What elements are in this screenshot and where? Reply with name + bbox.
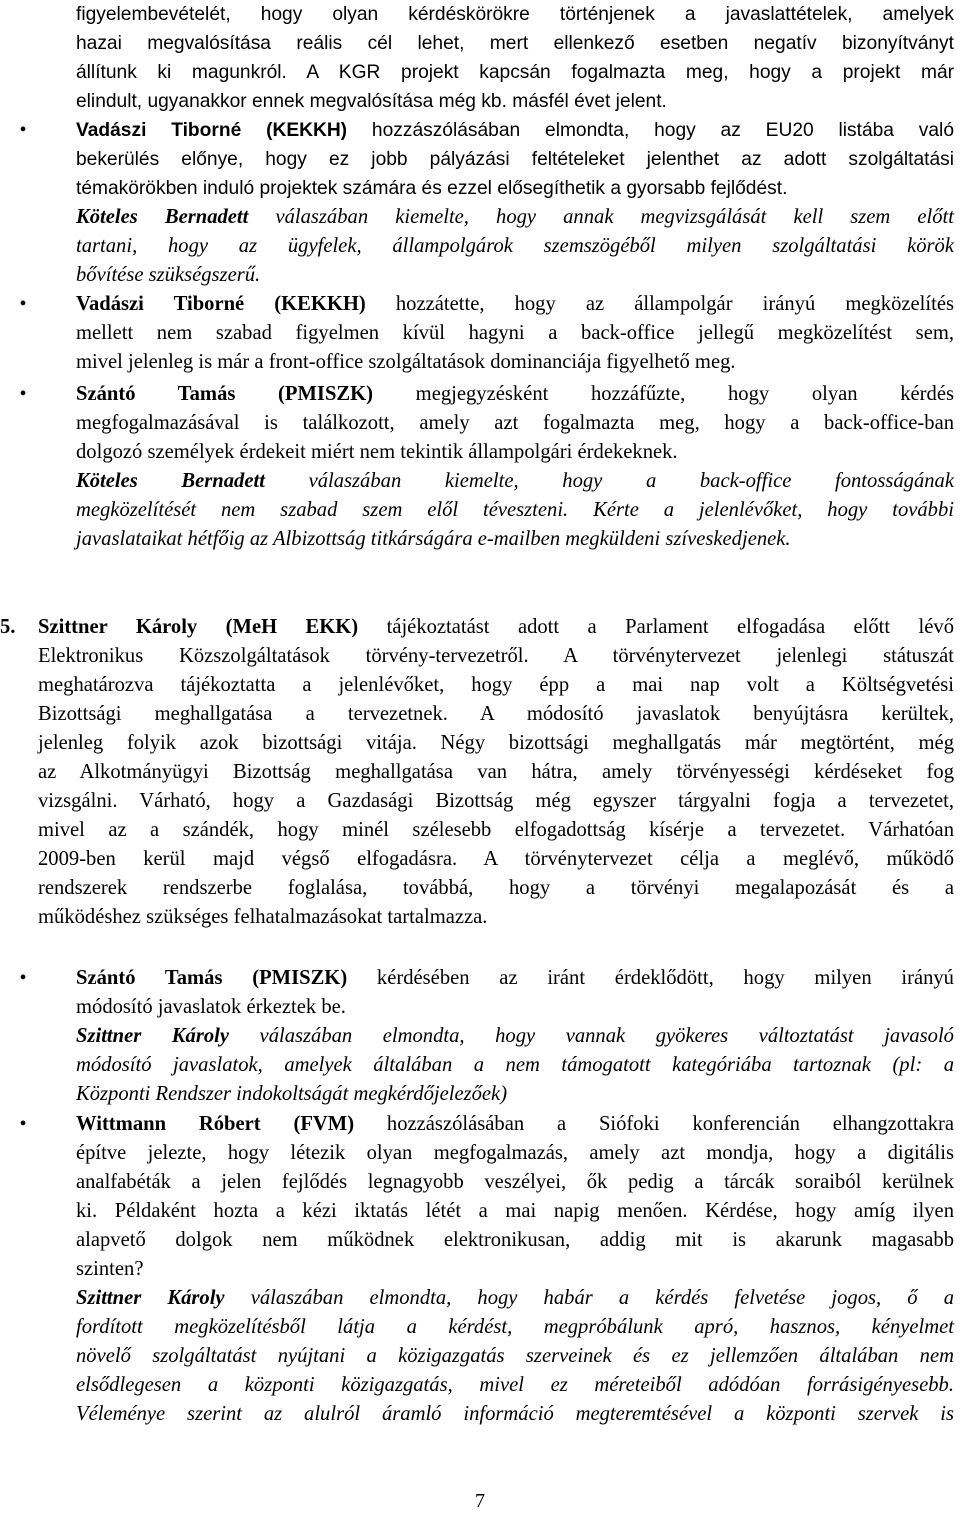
- text-line: rendszerek rendszerbe foglalása, továbbá, hogy a törvényi megalapozását és a: [38, 877, 954, 899]
- text-line: alapvető dolgok nem működnek elektronikusan, addig mit is akarunk magasabb: [76, 1229, 954, 1251]
- section-5-paragraph: Szittner Károly (MeH EKK) tájékoztatást adott a Parlament elfogadása előtt lévő Elektronikus Közszolgáltatások törvény-tervezetről. A törvénytervezet jelenlegi státuszát meghatározva tájékoztatta a jelenlévőket, hogy épp a mai nap volt a Költségvetési Bizottsági meghallgatása a tervezetnek. A módosító javaslatok benyújtásra kerültek, jelenleg folyik azok bizottsági vitája. Négy bizottsági meghallgatás már megtörtént, még az Alkotmányügyi Bizottság meghallgatása van hátra, amely törvényességi kérdéseket fog vizsgálni. Várható, hogy a Gazdasági Bizottság még egyszer tárgyalni fogja a tervezetet, mivel az a szándék, hogy minél szélesebb elfogadottság kísérje a tervezetet. Várhatóan 2009-ben kerül majd végső elfogadásra. A törvénytervezet célja a meglévő, működő rendszerek rendszerbe foglalása, továbbá, hogy a törvényi megalapozását és a működéshez szükséges felhatalmazásokat tartalmazza.: [38, 613, 954, 932]
- text-line: témakörökben induló projektek számára és ezzel elősegíthetik a gyorsabb fejlődést.: [76, 178, 788, 199]
- text-line: javaslataikat hétfőig az Albizottság titkárságára e-mailben megküldeni szíveskedjenek.: [76, 528, 791, 550]
- text-line: fordított megközelítésből látja a kérdést, megpróbálunk apró, hasznos, kényelmet: [76, 1316, 954, 1338]
- text-line: hazai megvalósítása reális cél lehet, mert ellenkező esetben negatív bizonyítványt: [76, 33, 954, 54]
- speaker-name: Szittner Károly (MeH EKK): [38, 616, 359, 638]
- text-line: Bizottsági meghallgatása a tervezetnek. A módosító javaslatok benyújtásra kerültek,: [38, 703, 954, 725]
- text-line: analfabéták a jelen fejlődés legnagyobb veszélyei, ők pedig a tárcák soraiból kerülnek: [76, 1171, 954, 1193]
- speaker-name: Vadászi Tiborné (KEKKH): [76, 293, 366, 315]
- text-line: állítunk ki magunkról. A KGR projekt kapcsán fogalmazta meg, hogy a projekt már: [76, 62, 954, 83]
- text-line: Elektronikus Közszolgáltatások törvény-tervezetről. A törvénytervezet jelenlegi státuszát: [38, 645, 954, 667]
- text-line: 2009-ben kerül majd végső elfogadásra. A törvénytervezet célja a meglévő, működő: [38, 848, 954, 870]
- text-line: Központi Rendszer indokoltságát megkérdőjelezőek): [76, 1083, 508, 1105]
- reply-szittner-2: Szittner Károly válaszában elmondta, hogy habár a kérdés felvetése jogos, ő a fordított megközelítésből látja a kérdést, megpróbálunk apró, hasznos, kényelmet növelő szolgáltatást nyújtani a közigazgatás szerveinek és ez jellemzően általában nem elsődlegesen a központi közigazgatás, mivel ez méreteiből adódóan forrásigényesebb. Véleménye szerint az alulról áramló információ megteremtésével a központi szervek is: [76, 1284, 954, 1429]
- section-number: 5.: [0, 616, 16, 638]
- text-line: megközelítését nem szabad szem elől téveszteni. Kérte a jelenlévőket, hogy további: [76, 499, 954, 521]
- text-line: mivel az a szándék, hogy minél szélesebb elfogadottság kísérje a tervezetet. Várhatóan: [38, 819, 954, 841]
- text-line: elindult, ugyanakkor ennek megvalósítása még kb. másfél évet jelent.: [76, 91, 667, 112]
- text-line: növelő szolgáltatást nyújtani a közigazgatás szerveinek és ez jellemzően általában nem: [76, 1345, 954, 1367]
- text-line: építve jelezte, hogy létezik olyan megfogalmazás, amely azt mondja, hogy a digitális: [76, 1142, 954, 1164]
- bullet-icon: •: [19, 383, 27, 405]
- reply-koteles-1: Köteles Bernadett válaszában kiemelte, hogy annak megvizsgálását kell szem előtt tartani, hogy az ügyfelek, állampolgárok szemszögéből milyen szolgáltatási körök bővítése szükségszerű.: [76, 203, 954, 290]
- text-line: tartani, hogy az ügyfelek, állampolgárok szemszögéből milyen szolgáltatási körök: [76, 235, 954, 257]
- reply-szittner-1: Szittner Károly válaszában elmondta, hogy vannak gyökeres változtatást javasoló módosító javaslatok, amelyek általában a nem támogatott kategóriába tartoznak (pl: a Központi Rendszer indokoltságát megkérdőjelezőek): [76, 1022, 954, 1109]
- bullet-icon: •: [19, 967, 27, 989]
- page-number: 7: [475, 1490, 485, 1512]
- reply-speaker-name: Szittner Károly: [76, 1025, 229, 1047]
- bullet-item-szanto-1: Szántó Tamás (PMISZK) megjegyzésként hozzáfűzte, hogy olyan kérdés megfogalmazásával is találkozott, amely azt fogalmazta meg, hogy a back-office-ban dolgozó személyek érdekeit miért nem tekintik állampolgári érdekeknek.: [76, 380, 954, 467]
- reply-speaker-name: Szittner Károly: [76, 1287, 225, 1309]
- text-line: figyelembevételét, hogy olyan kérdéskörökre történjenek a javaslattételek, amelyek: [76, 4, 954, 25]
- speaker-name: Vadászi Tiborné (KEKKH): [76, 120, 348, 141]
- speaker-name: Wittmann Róbert (FVM): [76, 1113, 355, 1135]
- text-line: ki. Példaként hozta a kézi iktatás létét a mai napig menően. Kérdése, hogy amíg ilyen: [76, 1200, 954, 1222]
- speaker-name: Szántó Tamás (PMISZK): [76, 967, 348, 989]
- text-line: dolgozó személyek érdekeit miért nem tekintik állampolgári érdekeknek.: [76, 441, 678, 463]
- text-line: jelenleg folyik azok bizottsági vitája. Négy bizottsági meghallgatás már megtörtént, még: [38, 732, 954, 754]
- reply-koteles-2: Köteles Bernadett válaszában kiemelte, hogy a back-office fontosságának megközelítését nem szabad szem elől téveszteni. Kérte a jelenlévőket, hogy további javaslataikat hétfőig az Albizottság titkárságára e-mailben megküldeni szíveskedjenek.: [76, 467, 954, 554]
- bullet-item-szanto-2: Szántó Tamás (PMISZK) kérdésében az iránt érdeklődött, hogy milyen irányú módosító javaslatok érkeztek be.: [76, 964, 954, 1022]
- text-line: meghatározva tájékoztatta a jelenlévőket, hogy épp a mai nap volt a Költségvetési: [38, 674, 954, 696]
- text-line: működéshez szükséges felhatalmazásokat tartalmazza.: [38, 906, 488, 928]
- bullet-item-vadaszi-1: Vadászi Tiborné (KEKKH) hozzászólásában elmondta, hogy az EU20 listába való bekerülés előnye, hogy ez jobb pályázási feltételeket jelenthet az adott szolgáltatási témakörökben induló projektek számára és ezzel elősegíthetik a gyorsabb fejlődést.: [76, 116, 954, 203]
- bullet-item-wittmann: Wittmann Róbert (FVM) hozzászólásában a Siófoki konferencián elhangzottakra építve jelezte, hogy létezik olyan megfogalmazás, amely azt mondja, hogy a digitális analfabéták a jelen fejlődés legnagyobb veszélyei, ők pedig a tárcák soraiból kerülnek ki. Példaként hozta a kézi iktatás létét a mai napig menően. Kérdése, hogy amíg ilyen alapvető dolgok nem működnek elektronikusan, addig mit is akarunk magasabb szinten?: [76, 1110, 954, 1284]
- speaker-name: Szántó Tamás (PMISZK): [76, 383, 374, 405]
- bullet-icon: •: [19, 119, 27, 141]
- bullet-icon: •: [19, 293, 27, 315]
- reply-speaker-name: Köteles Bernadett: [76, 206, 249, 228]
- text-line: megfogalmazásával is találkozott, amely azt fogalmazta meg, hogy a back-office-ban: [76, 412, 954, 434]
- intro-paragraph: [76, 0, 954, 116]
- text-line: Véleménye szerint az alulról áramló információ megteremtésével a központi szervek is: [76, 1403, 954, 1425]
- text-line: mellett nem szabad figyelmen kívül hagyni a back-office jellegű megközelítést sem,: [76, 322, 954, 344]
- text-line: bekerülés előnye, hogy ez jobb pályázási feltételeket jelenthet az adott szolgáltatási: [76, 149, 954, 170]
- text-line: vizsgálni. Várható, hogy a Gazdasági Bizottság még egyszer tárgyalni fogja a tervezetet,: [38, 790, 954, 812]
- text-line: mivel jelenleg is már a front-office szolgáltatások dominanciája figyelhető meg.: [76, 351, 736, 373]
- text-line: szinten?: [76, 1258, 144, 1280]
- text-line: bővítése szükségszerű.: [76, 264, 261, 286]
- reply-speaker-name: Köteles Bernadett: [76, 470, 265, 492]
- text-line: az Alkotmányügyi Bizottság meghallgatása van hátra, amely törvényességi kérdéseket fog: [38, 761, 954, 783]
- bullet-item-vadaszi-2: Vadászi Tiborné (KEKKH) hozzátette, hogy az állampolgár irányú megközelítés mellett nem szabad figyelmen kívül hagyni a back-office jellegű megközelítést sem, mivel jelenleg is már a front-office szolgáltatások dominanciája figyelhető meg.: [76, 290, 954, 377]
- bullet-icon: •: [19, 1113, 27, 1135]
- text-line: elsődlegesen a központi közigazgatás, mivel ez méreteiből adódóan forrásigényesebb.: [76, 1374, 954, 1396]
- text-line: módosító javaslatok érkeztek be.: [76, 996, 346, 1018]
- text-line: módosító javaslatok, amelyek általában a nem támogatott kategóriába tartoznak (pl: a: [76, 1054, 954, 1076]
